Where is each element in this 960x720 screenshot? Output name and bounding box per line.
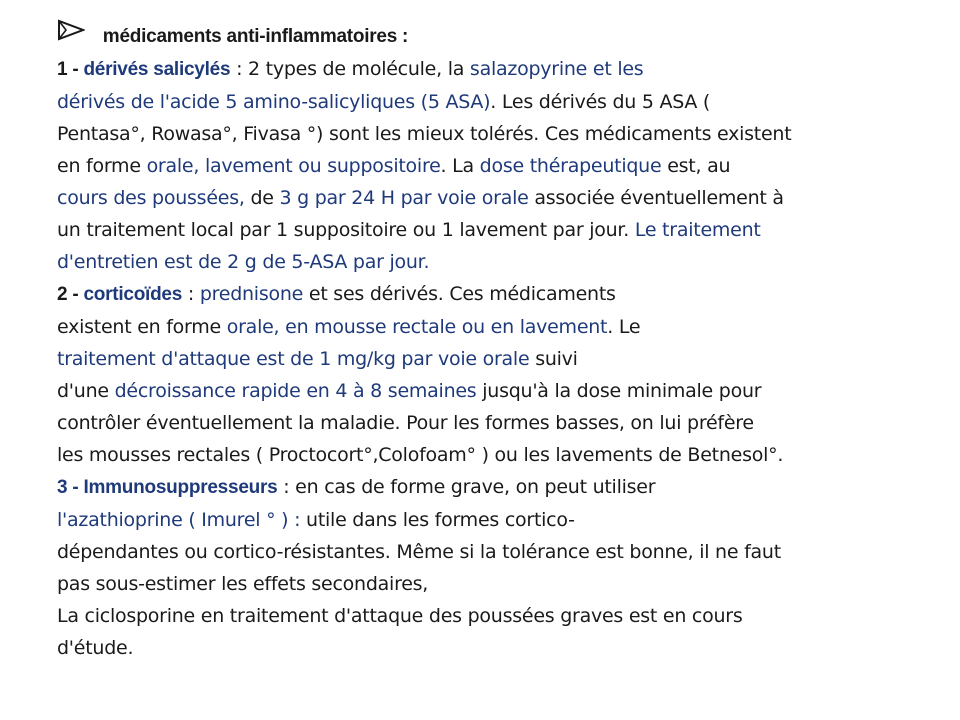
- section3-line1: [57, 471, 937, 504]
- section1-line4: [57, 150, 937, 182]
- section2-text: les mousses rectales ( Proctocort°,Colofoam° ) ou les lavements de Betnesol°.: [57, 444, 784, 466]
- section1-highlight: dose thérapeutique: [479, 155, 662, 177]
- section3-text: utile dans les formes cortico-: [300, 509, 575, 531]
- section1-highlight: dérivés de l'acide 5 amino-salicyliques (5 ASA): [57, 91, 491, 113]
- section2-text: d'une: [57, 380, 115, 402]
- section1-line7: [57, 246, 937, 278]
- section3-text: dépendantes ou cortico-résistantes. Même si la tolérance est bonne, il ne faut: [57, 541, 781, 563]
- section2-text: . Le: [607, 316, 641, 338]
- section2-term: corticoïdes: [83, 284, 183, 305]
- section1-highlight: d'entretien est de 2 g de 5-ASA par jour.: [57, 251, 430, 273]
- section3-text: pas sous-estimer les effets secondaires,: [57, 573, 429, 595]
- section1-text: est, au: [661, 155, 731, 177]
- section2-line2: [57, 311, 937, 343]
- section2-number: 2 -: [57, 284, 84, 305]
- section2-line1: [57, 278, 937, 311]
- arrow-bullet-icon: [57, 18, 85, 42]
- section2-text: et ses dérivés. Ces médicaments: [303, 283, 616, 305]
- slide-body: [57, 18, 937, 664]
- section2-highlight: décroissance rapide en 4 à 8 semaines: [114, 380, 477, 402]
- section1-highlight: 3 g par 24 H par voie orale: [279, 187, 529, 209]
- section2-line6: [57, 439, 937, 471]
- section1-text: . Les dérivés du 5 ASA (: [490, 91, 711, 113]
- section1-text: en forme: [57, 155, 147, 177]
- section3-text: La ciclosporine en traitement d'attaque des poussées graves est en cours: [57, 605, 743, 627]
- section1-text: . La: [440, 155, 480, 177]
- section1-term: dérivés salicylés: [83, 59, 231, 80]
- section2-line4: [57, 375, 937, 407]
- section2-highlight: orale, en mousse rectale ou en lavement: [226, 316, 608, 338]
- section1-line6: [57, 214, 937, 246]
- section3-line2: [57, 504, 937, 536]
- section1-highlight: orale, lavement ou suppositoire: [146, 155, 441, 177]
- section3-highlight: l'azathioprine ( Imurel ° ) :: [57, 509, 301, 531]
- section1-line3: [57, 118, 937, 150]
- section2-text: :: [182, 283, 200, 305]
- section2-text: suivi: [529, 348, 578, 370]
- section3-line4: [57, 568, 937, 600]
- section2-line3: [57, 343, 937, 375]
- section2-highlight: prednisone: [199, 283, 304, 305]
- section1-highlight: salazopyrine et les: [469, 58, 644, 80]
- section1-line5: [57, 182, 937, 214]
- section1-text: : 2 types de molécule, la: [230, 58, 470, 80]
- section3-text: : en cas de forme grave, on peut utiliser: [277, 476, 656, 498]
- section1-text: un traitement local par 1 suppositoire ou 1 lavement par jour.: [57, 219, 635, 241]
- section3-line6: [57, 632, 937, 664]
- section3-line3: [57, 536, 937, 568]
- section2-text: contrôler éventuellement la maladie. Pour les formes basses, on lui préfère: [57, 412, 754, 434]
- section1-text: de: [244, 187, 280, 209]
- section2-text: jusqu'à la dose minimale pour: [476, 380, 762, 402]
- section1-highlight: Le traitement: [634, 219, 761, 241]
- section1-highlight: cours des poussées,: [57, 187, 245, 209]
- section1-text: Pentasa°, Rowasa°, Fivasa °) sont les mieux tolérés. Ces médicaments existent: [57, 123, 792, 145]
- heading-text: médicaments anti-inflammatoires :: [102, 26, 409, 47]
- section2-line5: [57, 407, 937, 439]
- section3-text: d'étude.: [57, 637, 134, 659]
- section1-line2: [57, 86, 937, 118]
- section1-text: associée éventuellement à: [528, 187, 784, 209]
- section1-number: 1 -: [57, 59, 84, 80]
- heading-line: [57, 18, 937, 53]
- section3-line5: [57, 600, 937, 632]
- section3-term: 3 - Immunosuppresseurs: [57, 477, 278, 498]
- section2-highlight: traitement d'attaque est de 1 mg/kg par voie orale: [57, 348, 530, 370]
- section2-text: existent en forme: [57, 316, 227, 338]
- section1-line1: [57, 53, 937, 86]
